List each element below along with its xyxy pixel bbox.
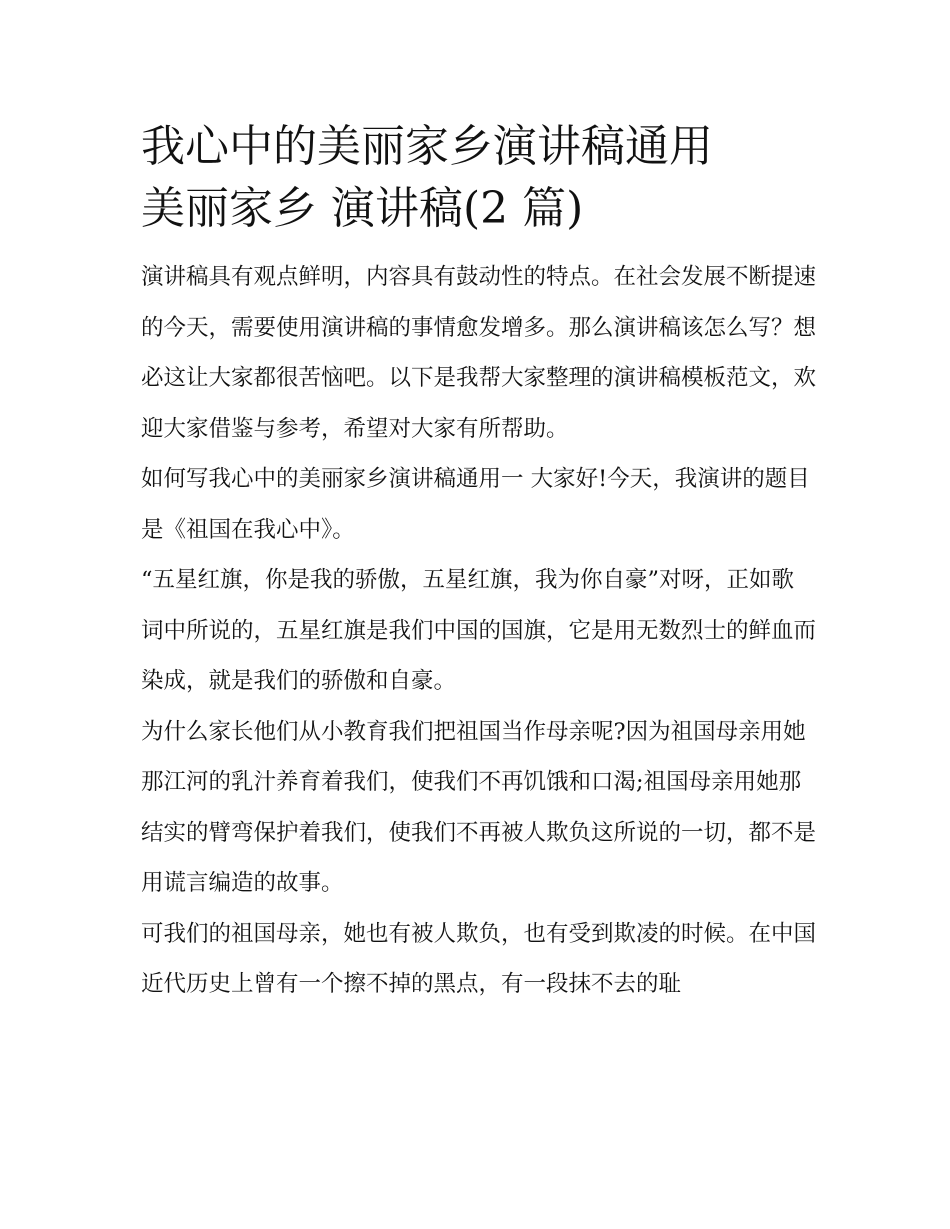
- title-line-2: 美丽家乡 演讲稿(2 篇): [141, 183, 584, 234]
- document-title: [141, 116, 816, 240]
- flag-paragraph: “五星红旗，你是我的骄傲，五星红旗，我为你自豪”对呀，正如歌词中所说的，五星红旗是我们中国的国旗，它是用无数烈士的鲜血而染成，就是我们的骄傲和自豪。: [141, 567, 817, 694]
- intro-paragraph: 演讲稿具有观点鲜明，内容具有鼓动性的特点。在社会发展不断提速的今天，需要使用演讲稿的事情愈发增多。那么演讲稿该怎么写？想必这让大家都很苦恼吧。以下是我帮大家整理的演讲稿模板范文，欢迎大家借鉴与参考，希望对大家有所帮助。: [141, 264, 817, 442]
- document-body: [141, 116, 816, 1010]
- title-line-1: 我心中的美丽家乡演讲稿通用: [141, 121, 713, 172]
- speech-opening-paragraph: 如何写我心中的美丽家乡演讲稿通用一 大家好!今天，我演讲的题目是《祖国在我心中》。: [141, 466, 810, 543]
- motherland-paragraph: 为什么家长他们从小教育我们把祖国当作母亲呢?因为祖国母亲用她那江河的乳汁养育着我们，使我们不再饥饿和口渴;祖国母亲用她那结实的臂弯保护着我们，使我们不再被人欺负这所说的一切，都不是用谎言编造的故事。: [141, 718, 817, 896]
- history-paragraph: 可我们的祖国母亲，她也有被人欺负，也有受到欺凌的时候。在中国近代历史上曾有一个擦不掉的黑点，有一段抹不去的耻: [141, 920, 817, 997]
